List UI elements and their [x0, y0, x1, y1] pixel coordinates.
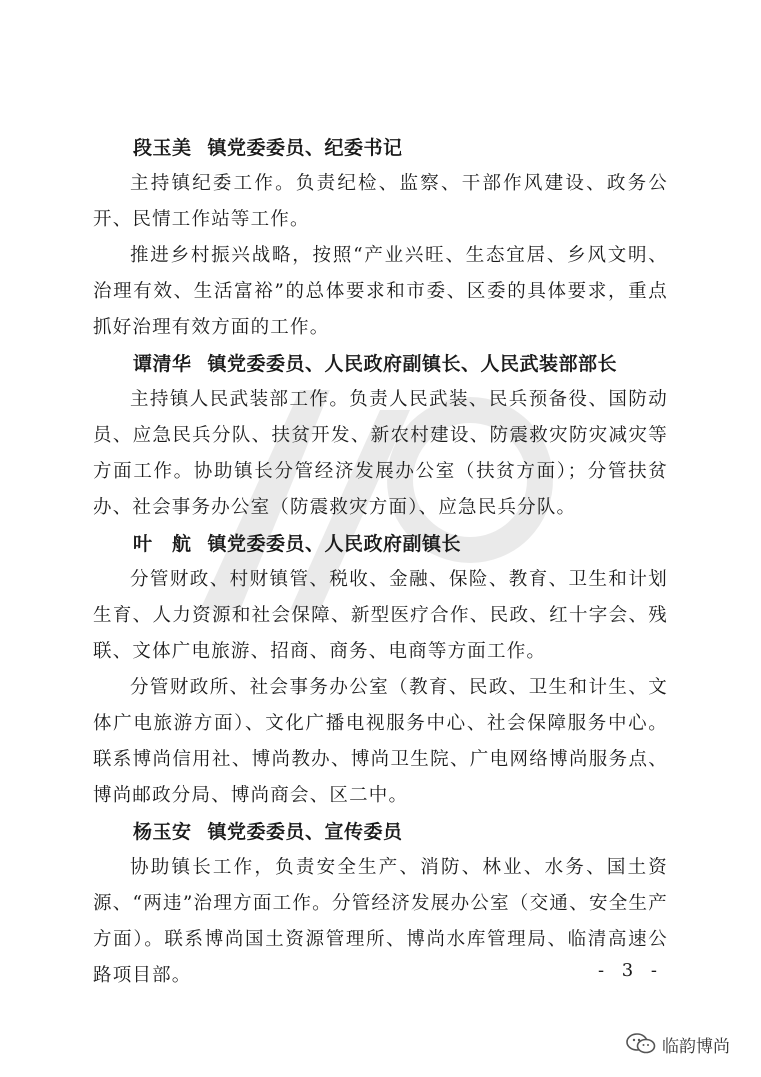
official-name: 谭清华 [133, 353, 192, 375]
official-name: 杨玉安 [133, 821, 192, 843]
official-heading [93, 346, 668, 382]
official-role: 镇党委委员、人民政府副镇长、人民武装部部长 [207, 353, 618, 375]
duty-paragraph: 主持镇纪委工作。负责纪检、监察、干部作风建设、政务公开、民情工作站等工作。 [93, 173, 668, 230]
document-body [93, 130, 668, 994]
duty-paragraph: 协助镇长工作，负责安全生产、消防、林业、水务、国土资源、“两违”治理方面工作。分管经济发展办公室（交通、安全生产方面）。联系博尚国土资源管理所、博尚水库管理局、临清高速公路项目部。 [93, 857, 668, 986]
official-name: 叶 航 [133, 533, 192, 555]
page-number: - 3 - [597, 960, 663, 981]
wechat-icon [626, 1032, 656, 1056]
official-role: 镇党委委员、纪委书记 [207, 137, 403, 159]
duty-paragraph: 主持镇人民武装部工作。负责人民武装、民兵预备役、国防动员、应急民兵分队、扶贫开发、新农村建设、防震救灾防灾减灾等方面工作。协助镇长分管经济发展办公室（扶贫方面）；分管扶贫办、社会事务办公室（防震救灾方面）、应急民兵分队。 [93, 389, 668, 518]
brand-label: 临韵博尚 [662, 1036, 730, 1057]
official-name: 段玉美 [133, 137, 192, 159]
brand-watermark [626, 1030, 730, 1058]
official-heading [93, 526, 668, 562]
official-heading [93, 814, 668, 850]
official-heading [93, 130, 668, 166]
duty-paragraph: 分管财政所、社会事务办公室（教育、民政、卫生和计生、文体广电旅游方面）、文化广播电视服务中心、社会保障服务中心。联系博尚信用社、博尚教办、博尚卫生院、广电网络博尚服务点、博尚邮政分局、博尚商会、区二中。 [93, 677, 668, 806]
official-role: 镇党委委员、人民政府副镇长 [207, 533, 462, 555]
duty-paragraph: 推进乡村振兴战略，按照“产业兴旺、生态宜居、乡风文明、治理有效、生活富裕”的总体要求和市委、区委的具体要求，重点抓好治理有效方面的工作。 [93, 245, 668, 338]
official-role: 镇党委委员、宣传委员 [207, 821, 403, 843]
duty-paragraph: 分管财政、村财镇管、税收、金融、保险、教育、卫生和计划生育、人力资源和社会保障、新型医疗合作、民政、红十字会、残联、文体广电旅游、招商、商务、电商等方面工作。 [93, 569, 668, 662]
